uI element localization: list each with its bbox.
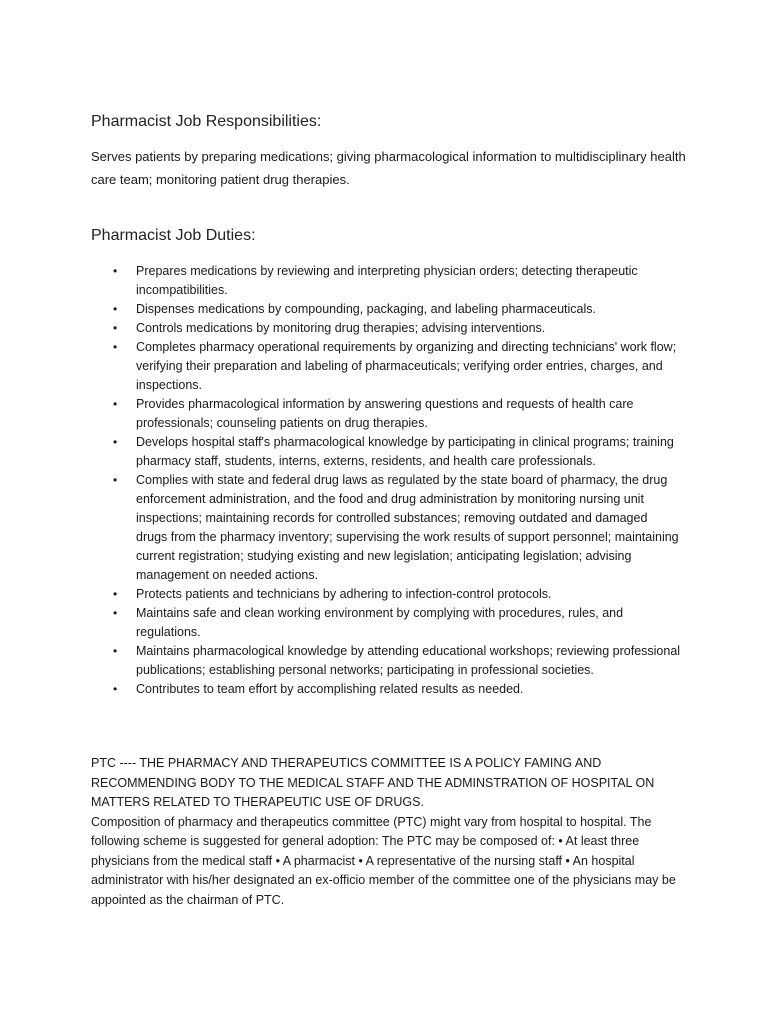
- bullet-icon: •: [113, 435, 118, 449]
- duty-item: [0, 395, 681, 433]
- duty-text: Maintains pharmacological knowledge by attending educational workshops; reviewing professional publications; establishing personal networks; participating in professional societies.: [136, 644, 681, 677]
- duty-text: Provides pharmacological information by answering questions and requests of health care professionals; counseling patients on drug therapies.: [136, 397, 634, 430]
- bullet-icon: •: [113, 397, 118, 411]
- ptc-definition: PTC ---- THE PHARMACY AND THERAPEUTICS COMMITTEE IS A POLICY FAMING AND RECOMMENDING BODY TO THE MEDICAL STAFF AND THE ADMINSTRATION OF HOSPITAL ON MATTERS RELATED TO THERAPEUTIC USE OF DRUGS.: [91, 756, 655, 809]
- duty-item: [0, 471, 681, 585]
- duty-item: [0, 319, 681, 338]
- duty-text: Protects patients and technicians by adhering to infection-control protocols.: [136, 587, 552, 601]
- bullet-icon: •: [113, 321, 118, 335]
- duty-item: [0, 642, 681, 680]
- ptc-section: [91, 754, 691, 910]
- ptc-composition: Composition of pharmacy and therapeutics committee (PTC) might vary from hospital to hospital. The following scheme is suggested for general adoption: The PTC may be composed of: • At least three physicians from the medical staff • A pharmacist • A representative of the nursing staff • An hospital administrator with his/her designated an ex-officio member of the committee one of the physicians may be appointed as the chairman of PTC.: [91, 814, 676, 907]
- responsibilities-heading: Pharmacist Job Responsibilities:: [91, 113, 322, 130]
- duties-heading: Pharmacist Job Duties:: [91, 227, 256, 244]
- duties-list: [0, 262, 768, 699]
- duty-item: [0, 433, 681, 471]
- duty-item: [0, 585, 681, 604]
- bullet-icon: •: [113, 302, 118, 316]
- bullet-icon: •: [113, 644, 118, 658]
- bullet-icon: •: [113, 264, 118, 278]
- bullet-icon: •: [113, 587, 118, 601]
- bullet-icon: •: [113, 473, 118, 487]
- bullet-icon: •: [113, 682, 118, 696]
- duty-text: Prepares medications by reviewing and interpreting physician orders; detecting therapeutic incompatibilities.: [136, 264, 638, 297]
- duty-text: Controls medications by monitoring drug therapies; advising interventions.: [136, 321, 546, 335]
- duty-text: Complies with state and federal drug laws as regulated by the state board of pharmacy, the drug enforcement administration, and the food and drug administration by monitoring nursing unit inspections; maintaining records for controlled substances; removing outdated and damaged drugs from the pharmacy inventory; supervising the work results of support personnel; maintaining current registration; studying existing and new legislation; anticipating legislation; advising management on needed actions.: [136, 473, 679, 582]
- responsibilities-text: Serves patients by preparing medications; giving pharmacological information to multidisciplinary health care team; monitoring patient drug therapies.: [91, 149, 686, 187]
- duty-text: Completes pharmacy operational requirements by organizing and directing technicians' work flow; verifying their preparation and labeling of pharmaceuticals; verifying order entries, charges, and inspections.: [136, 340, 677, 392]
- bullet-icon: •: [113, 606, 118, 620]
- duty-item: [0, 338, 681, 395]
- duty-item: [0, 604, 681, 642]
- duty-text: Dispenses medications by compounding, packaging, and labeling pharmaceuticals.: [136, 302, 596, 316]
- bullet-icon: •: [113, 340, 118, 354]
- duty-item: [0, 680, 681, 699]
- duty-item: [0, 300, 681, 319]
- duty-text: Maintains safe and clean working environment by complying with procedures, rules, and regulations.: [136, 606, 624, 639]
- duty-text: Contributes to team effort by accomplishing related results as needed.: [136, 682, 524, 696]
- duty-text: Develops hospital staff's pharmacological knowledge by participating in clinical programs; training pharmacy staff, students, interns, externs, residents, and health care professionals.: [136, 435, 674, 468]
- duty-item: [0, 262, 681, 300]
